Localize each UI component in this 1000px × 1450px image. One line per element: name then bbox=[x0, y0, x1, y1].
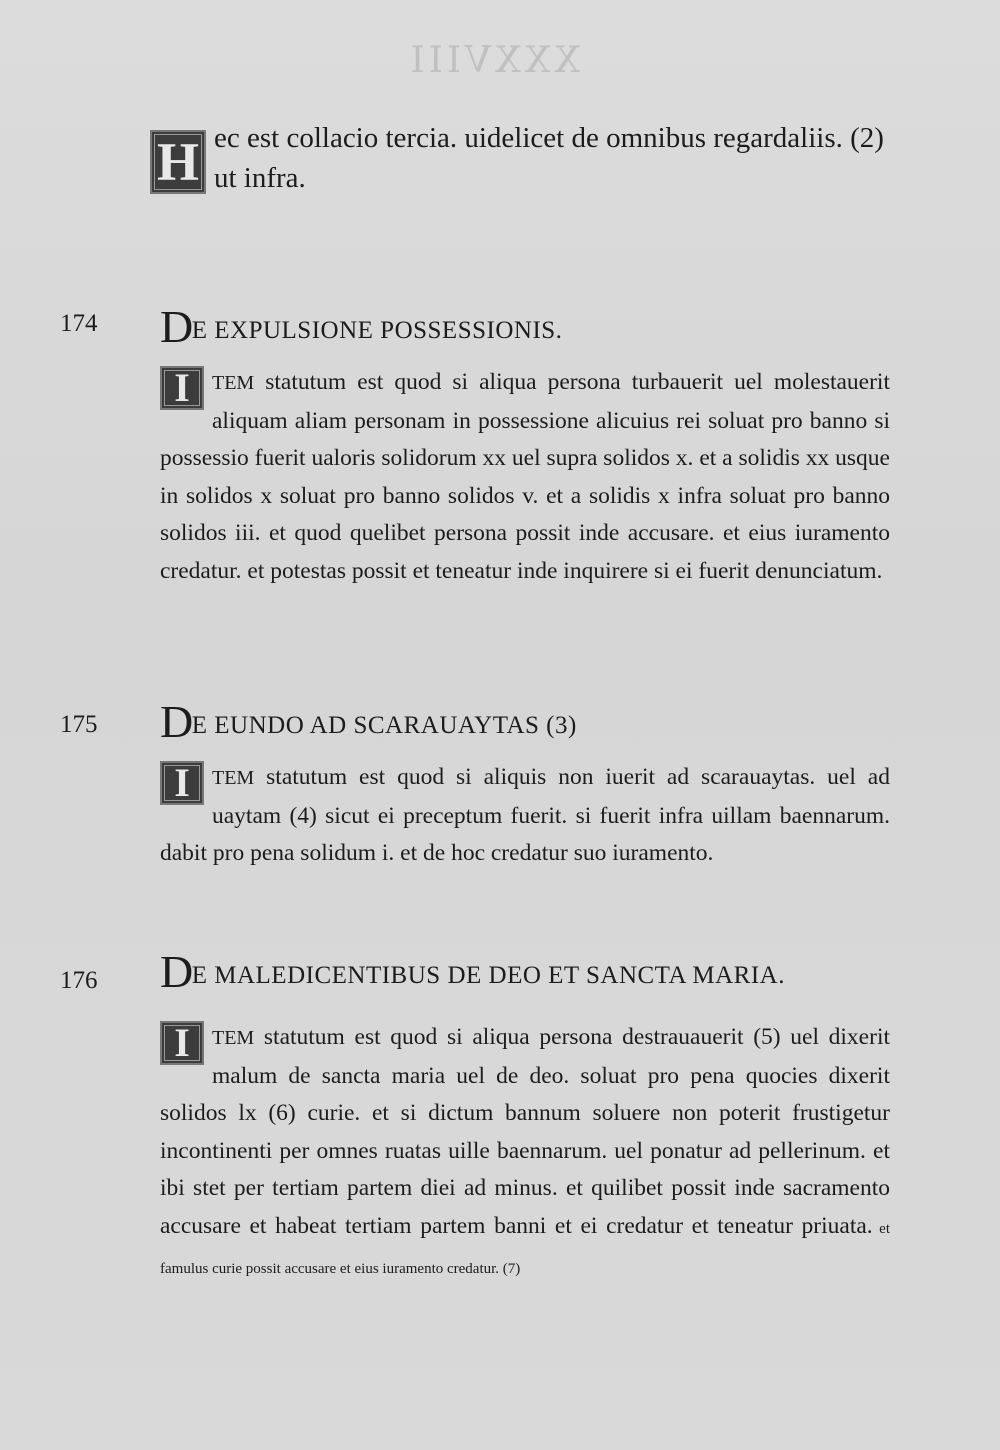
intro-paragraph bbox=[150, 118, 890, 198]
heading-initial: D bbox=[160, 946, 194, 997]
section-body bbox=[160, 1019, 890, 1289]
section-body bbox=[160, 364, 890, 590]
section-note: et famulus curie possit accusare et eius iuramento credatur. (7) bbox=[160, 1220, 890, 1277]
section-number: 174 bbox=[60, 310, 98, 337]
section-number: 176 bbox=[60, 967, 98, 994]
heading-text: E EUNDO AD SCARAUAYTAS (3) bbox=[191, 712, 577, 739]
section-body bbox=[160, 759, 890, 873]
section-dropcap: I bbox=[160, 1021, 204, 1065]
section-text: statutum est quod si aliqua persona turbauerit uel molestauerit aliquam aliam personam in possessione alicuius rei soluat pro banno si possessio fuerit ualoris solidorum xx uel supra solidos x. et a solidis xx usque in solidos x soluat pro banno solidos v. et a solidis x infra soluat pro banno solidos iii. et quod quelibet persona possit inde accusare. et eius iuramento credatur. et potestas possit et teneatur inde inquirere si ei fuerit denunciatum. bbox=[160, 369, 890, 584]
section-text: statutum est quod si aliquis non iuerit ad scarauaytas. uel ad uaytam (4) sicut ei preceptum fuerit. si fuerit infra uillam baennarum. dabit pro pena solidum i. et de hoc credatur suo iuramento. bbox=[160, 764, 890, 866]
section-dropcap: I bbox=[160, 761, 204, 805]
section-text: statutum est quod si aliqua persona destrauauerit (5) uel dixerit malum de sancta maria uel de deo. soluat pro pena quocies dixerit solidos lx (6) curie. et si dictum bannum soluere non poterit frustigetur incontinenti per omnes ruatas uille baennarum. uel ponatur ad pellerinum. et ibi stet per tertiam partem diei ad minus. et quilibet possit inde sacramento accusare et habeat tertiam partem banni et ei credatur et teneatur priuata. bbox=[160, 1024, 890, 1239]
section-heading bbox=[160, 695, 577, 748]
show-through-header: XXXVIII bbox=[406, 40, 580, 81]
heading-text: E EXPULSIONE POSSESSIONIS. bbox=[191, 317, 563, 344]
section-lead: TEM bbox=[212, 1027, 255, 1049]
section-dropcap: I bbox=[160, 366, 204, 410]
heading-initial: D bbox=[160, 301, 194, 352]
intro-dropcap: H bbox=[150, 130, 206, 194]
section-lead: TEM bbox=[212, 767, 255, 789]
section-heading bbox=[160, 945, 785, 998]
intro-text: ec est collacio tercia. uidelicet de omnibus regardaliis. (2) ut infra. bbox=[214, 122, 884, 194]
heading-text: E MALEDICENTIBUS DE DEO ET SANCTA MARIA. bbox=[191, 962, 785, 989]
section-heading bbox=[160, 300, 562, 353]
section-lead: TEM bbox=[212, 372, 255, 394]
section-number: 175 bbox=[60, 711, 98, 738]
heading-initial: D bbox=[160, 696, 194, 747]
